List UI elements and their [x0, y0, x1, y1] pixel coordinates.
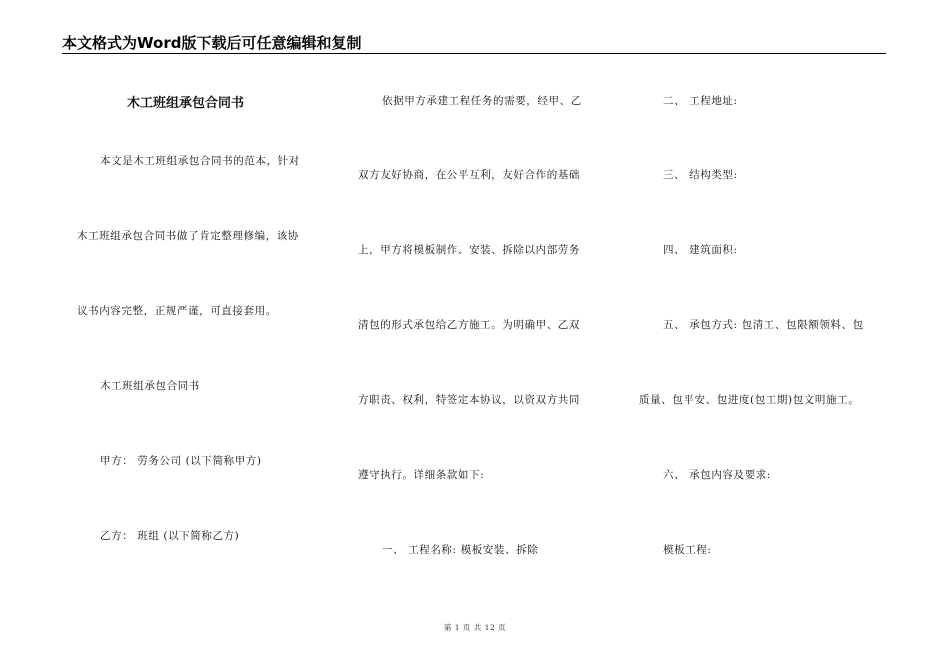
col1-line-3: 议书内容完整，正规严谨，可直接套用。: [77, 305, 277, 317]
col3-line-6: 六、 承包内容及要求:: [663, 469, 771, 481]
document-title: 木工班组承包合同书: [127, 96, 245, 111]
header-title: 本文格式为Word版下载后可任意编辑和复制: [62, 34, 362, 52]
header-divider: [62, 53, 886, 54]
col3-line-5: 质量、包平安、包进度(包工期)包文明施工。: [639, 394, 860, 406]
col3-line-3: 四、 建筑面积:: [663, 244, 738, 256]
col1-line-1: 本文是木工班组承包合同书的范本，针对: [100, 155, 300, 167]
col3-line-2: 三、 结构类型:: [663, 169, 738, 181]
col3-line-7: 模板工程:: [663, 544, 712, 556]
col1-line-6: 乙方： 班组 (以下简称乙方): [100, 530, 240, 542]
col2-line-7: 一、 工程名称: 模板安装、拆除: [382, 544, 539, 556]
col2-line-3: 上，甲方将模板制作、安装、拆除以内部劳务: [358, 244, 580, 256]
col3-line-1: 二、 工程地址:: [663, 95, 738, 107]
col1-line-2: 木工班组承包合同书做了肯定整理修编，该协: [77, 230, 299, 242]
col2-line-4: 清包的形式承包给乙方施工。为明确甲、乙双: [358, 319, 580, 331]
col1-line-4: 木工班组承包合同书: [100, 380, 200, 392]
col2-line-2: 双方友好协商，在公平互利，友好合作的基础: [358, 169, 580, 181]
col2-line-1: 依据甲方承建工程任务的需要，经甲、乙: [382, 95, 582, 107]
col3-line-4: 五、 承包方式: 包清工、包限额领料、包: [663, 319, 864, 331]
col1-line-5: 甲方： 劳务公司 (以下简称甲方): [100, 455, 262, 467]
col2-line-6: 遵守执行。详细条款如下:: [358, 469, 485, 481]
col2-line-5: 方职责、权利，特签定本协议，以资双方共同: [358, 394, 580, 406]
page-footer: 第 1 页 共 12 页: [443, 623, 507, 632]
